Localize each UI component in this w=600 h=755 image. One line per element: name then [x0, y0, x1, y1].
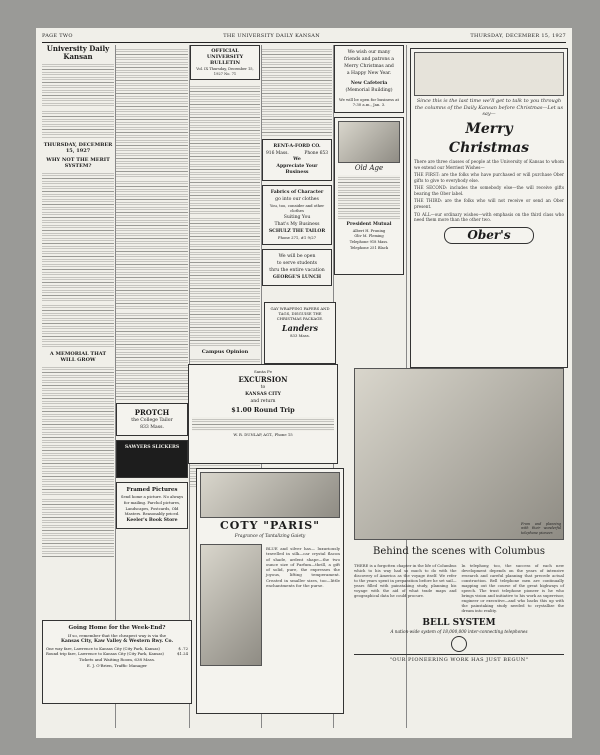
bell-logo-icon	[451, 636, 467, 652]
santafe-line: and return	[250, 399, 276, 405]
schulz-ad	[262, 185, 332, 246]
framed-title: Framed Pictures	[126, 487, 178, 494]
obers-para: THE SECOND: includes the somebody else—the will receive gifts bearing the Ober label.	[414, 185, 564, 196]
rent-address: 916 Mass.	[266, 150, 289, 156]
obers-merry: Merry	[465, 120, 513, 137]
protch-sub: the College Tailor	[131, 418, 173, 424]
schulz-line: Fabrics of Character	[270, 189, 324, 195]
bell-illustration	[354, 368, 564, 540]
masthead-page: PAGE TWO	[42, 33, 73, 39]
schulz-line: Suiting You	[283, 214, 311, 220]
landers-name: Landers	[281, 322, 319, 333]
editorial-headline: A MEMORIAL THAT WILL GROW	[49, 351, 107, 364]
fare-label: One way fare, Lawrence to Kansas City (City Park, Kansas)	[46, 646, 160, 652]
campus-opinion-title: Campus Opinion	[201, 349, 249, 356]
masthead-title: THE UNIVERSITY DAILY KANSAN	[223, 33, 320, 39]
editorial-text	[42, 497, 114, 557]
obers-para: TO ALL—our ordinary wishes—with emphasis on the third class who need them more than the other two.	[414, 211, 564, 223]
old-age-line: Oliv M. Fleming	[354, 234, 384, 239]
schulz-name: SCHULZ THE TAILOR	[268, 228, 326, 234]
bell-copy-a: THERE is a forgotten chapter in the life of Columbus which to his way had so much to do with the discovery of America as the voyage itself. We refer to the years spent in preparation before he set sail—years filled with painstaking study, planning his voyage with the aid of what trade maps and geographical data he could procure.	[354, 563, 457, 598]
old-age-line: Albert H. Pruning	[352, 228, 386, 233]
santafe-agent: W. R. DUNLAP, AGT., Phone 15	[233, 431, 293, 437]
editorial-text	[116, 179, 188, 309]
going-home-line: If so, remember that the cheapest way is via the	[67, 633, 167, 639]
going-home-company: Kansas City, Kaw Valley & Western Rwy. Co.	[60, 639, 174, 645]
bulletin-text	[262, 47, 332, 137]
santa-fe-ad	[188, 364, 338, 464]
bell-body	[354, 561, 564, 615]
coty-tagline: Fragrance of Tantalizing Gaiety	[234, 534, 306, 540]
obers-illustration	[414, 52, 564, 96]
sawyers-name: SAWYERS SLICKERS	[124, 445, 180, 451]
going-home-rooms: Tickets and Waiting Room, 638 Mass.	[78, 657, 156, 663]
masthead-rule	[42, 42, 566, 43]
old-age-text	[338, 175, 400, 220]
georges-line: thru the entire vacation	[269, 268, 325, 274]
coty-ad	[196, 468, 344, 714]
schulz-line: You, too, consider and other clothes	[269, 202, 325, 213]
date-line: THURSDAY, DECEMBER 15, 1927	[43, 142, 113, 155]
santafe-price: $1.00 Round Trip	[231, 406, 295, 415]
rent-we: We	[293, 156, 301, 162]
obers-intro: Since this is the last time we'll get to talk to you through the columns of the Daily Kansan before Christmas—Let us say—	[414, 98, 564, 118]
cafe-line: friends and patrons a	[344, 56, 394, 62]
cafe-name: New Cafeteria	[350, 80, 388, 86]
bell-title: BELL SYSTEM	[422, 618, 496, 628]
cafe-location: (Memorial Building)	[345, 87, 393, 93]
georges-name: GEORGE'S LUNCH	[272, 275, 322, 281]
santafe-excursion: EXCURSION	[238, 375, 288, 385]
bulletin-title: OFFICIAL UNIVERSITY BULLETIN	[206, 48, 244, 66]
fare-price: $ .72	[178, 646, 188, 652]
cafe-line: Merry Christmas and	[344, 63, 394, 69]
fare-row	[46, 651, 188, 656]
obers-christmas: Christmas	[448, 139, 530, 156]
editorial-text	[42, 365, 114, 495]
masthead	[42, 31, 566, 41]
protch-name: PROTCH	[134, 408, 170, 417]
editorial-text	[42, 171, 114, 301]
santafe-line: to	[260, 385, 266, 391]
obers-para: THE THIRD: are the folks who will not receive or send an Ober present.	[414, 198, 564, 209]
fare-price: $1.24	[177, 651, 188, 657]
framed-pictures-ad	[116, 482, 188, 529]
going-home-title: Going Home for the Week-End?	[68, 625, 166, 631]
protch-address: 833 Mass.	[140, 425, 164, 431]
going-home-agent: E. J. O'Brien, Traffic Manager	[86, 663, 148, 669]
rent-phone: Phone 653	[304, 150, 328, 156]
obers-logo: Ober's	[444, 227, 534, 245]
framed-store: Keeler's Book Store	[126, 517, 178, 523]
editorial-text	[42, 303, 114, 348]
editorial-headline: WHY NOT THE MERIT SYSTEM?	[46, 157, 110, 170]
new-cafeteria-ad	[334, 45, 404, 113]
staff-listing	[42, 109, 114, 139]
bell-sub: A nation-wide system of 18,000,000 inter-connecting telephones	[390, 629, 528, 634]
bell-copy-b: In telephony, too, the success of each new development depends on the years of intensive research and careful planning that precede actual construction. Bell telephone men are continually mapping out the course of the great highways of speech. The trust telephone pioneer is he who brings vision and initiative to his work as supervisor, engineer or executive—and who backs this up with the painstaking study needed to crystallize the dream into reality.	[461, 563, 564, 613]
old-age-title: Old Age	[354, 163, 384, 172]
obers-para: There are three classes of people at the University of Kansas to whom we extend our Merriest Wishes—	[414, 159, 564, 170]
landers-ad	[264, 302, 336, 364]
rent-a-ford-ad	[262, 139, 332, 181]
bulletin-text	[190, 84, 260, 214]
obers-para: THE FIRST: are the folks who have purchased or will purchase Ober gifts to give to everybody else.	[414, 172, 564, 183]
framed-line: for mailing. Parchol pictures,	[123, 500, 181, 506]
going-home-ad	[42, 620, 192, 704]
newspaper-page	[36, 28, 572, 738]
old-age-line: Telephone 918 Mass.	[349, 240, 389, 245]
bell-headline: Behind the scenes with Columbus	[373, 546, 545, 557]
georges-lunch-ad	[262, 249, 332, 286]
coty-title: COTY "PARIS"	[220, 519, 320, 532]
editorial-text	[116, 311, 188, 401]
fare-label: Round trip fare, Lawrence to Kansas City (City Park, Kansas)	[46, 651, 164, 657]
coty-body	[200, 544, 340, 666]
santafe-text	[192, 417, 334, 431]
obers-ad	[410, 48, 568, 368]
framed-line: Send home a picture. No always	[120, 494, 184, 500]
bell-footer: "OUR PIONEERING WORK HAS JUST BEGUN"	[354, 654, 564, 664]
bulletin-box	[190, 45, 260, 80]
rent-name: RENT-A-FORD CO.	[273, 144, 321, 149]
protch-ad	[116, 403, 188, 436]
georges-line: We will be open	[278, 254, 316, 260]
landers-address: 833 Mass.	[290, 333, 310, 339]
cafe-line: a Happy New Year.	[346, 70, 392, 76]
coty-illustration	[200, 472, 340, 518]
santafe-city: KANSAS CITY	[245, 392, 281, 398]
schulz-line: That's My Business	[274, 221, 320, 227]
rent-row	[266, 151, 328, 156]
masthead-date: THURSDAY, DECEMBER 15, 1927	[470, 33, 566, 39]
georges-line: to serve students	[276, 261, 318, 267]
coty-copy: BLUE and silver has— luxuriously travelled in silk—car crystal flacon of shade, ardent shape—the two ounce size of Parfum—thrill, a gift of solid, pure, the expresses the joyous, lifting temperament. Created in smaller sizes, too—little enchantments for the purse.	[266, 546, 340, 588]
landers-text: GAY WRAPPING PAPERS AND TAGS, DISGUISE THE CHRISTMAS PACKAGE.	[270, 306, 330, 321]
cafe-line: We wish our many	[347, 50, 391, 55]
framed-line: Landscapes, Postcards, Old Masters. Reasonably priced.	[124, 506, 180, 516]
old-age-ad	[334, 117, 404, 275]
coty-bottles	[200, 544, 262, 666]
kansan-title: University Daily Kansan	[46, 45, 110, 61]
bulletin-sub: Vol. IX Thursday, December 15, 1927 No. 71	[196, 67, 254, 76]
staff-listing	[42, 62, 114, 107]
editorial-text	[116, 47, 188, 177]
cafe-hours: We will be open for business at 7:30 a.m., Jan. 3.	[339, 96, 399, 107]
santafe-line: Santa Fe	[254, 369, 272, 374]
old-age-company: President Mutual	[346, 221, 392, 227]
bell-caption: From and planning with their wonderful telephone pioneer.	[521, 521, 561, 535]
bell-system-ad	[354, 368, 564, 708]
schulz-phone: Phone 271, #1 9/27	[277, 234, 317, 240]
schulz-line: go into our clothes	[275, 196, 319, 202]
old-age-line: Telephone 251 Black	[349, 245, 388, 250]
sawyers-ad	[116, 440, 188, 478]
rent-appreciate: Appreciate Your Business	[276, 163, 318, 175]
old-age-illustration	[338, 121, 400, 163]
bulletin-text	[190, 216, 260, 346]
